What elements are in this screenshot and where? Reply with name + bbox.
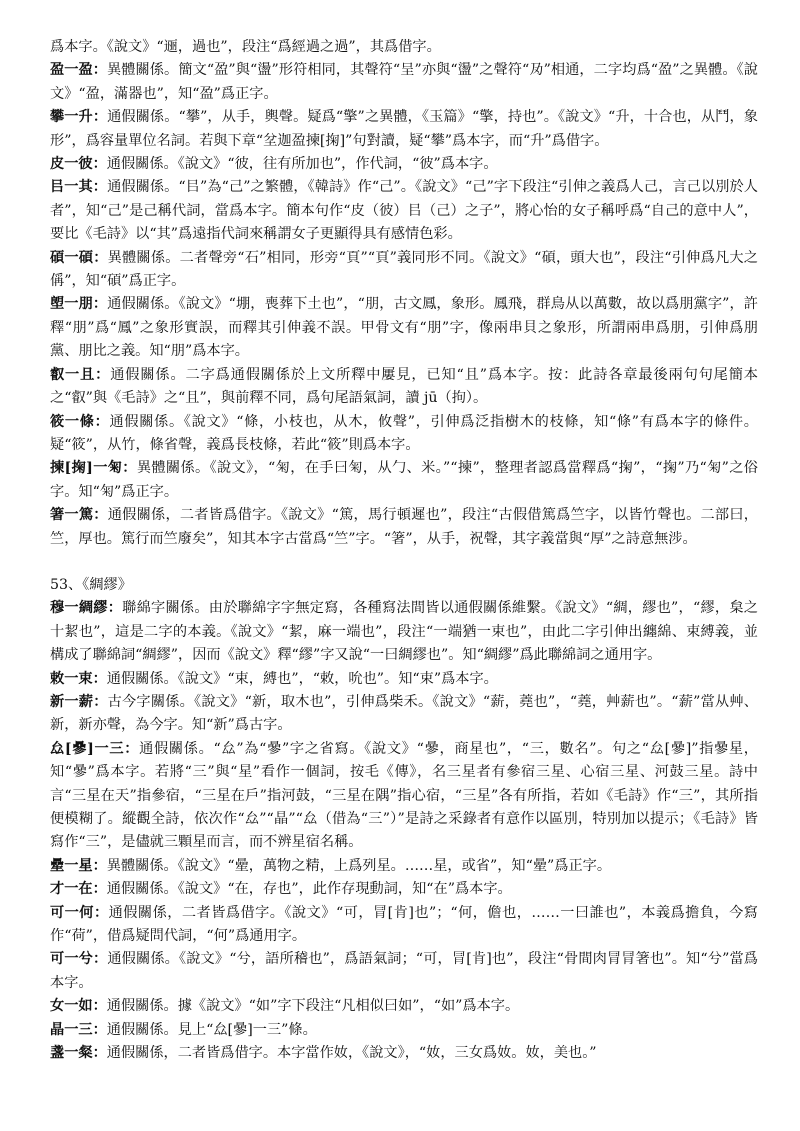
entry bbox=[50, 855, 758, 878]
entry-text: 聯綿字關係。由於聯綿字字無定寫，各種寫法間皆以通假關係維繫。《說文》“綢，繆也”，“繆，枲之十絜也”，這是二字的本義。《說文》“絜，麻一端也”，段注“一端猶一束也”，由此二字引伸出纏綿、束縛義，並構成了聯綿詞“綢繆”，因而《說文》釋“繆”字又說“一曰綢繆也”。知“綢繆”爲此聯綿詞之通用字。 bbox=[50, 600, 758, 664]
entry-headword: 㠯一其： bbox=[50, 179, 108, 196]
entry-text: 異體關係。簡文“盈”與“盪”形符相同，其聲符“呈”亦與“盪”之聲符“夃”相通，二字均爲“盈”之異體。《說文》“盈，滿器也”，知“盈”爲正字。 bbox=[50, 62, 758, 102]
entry bbox=[50, 668, 758, 691]
entry-headword: 攀一升： bbox=[50, 109, 108, 126]
entry-text: 通假關係。《說文》“束，縛也”，“敕，吮也”。知“束”爲本字。 bbox=[106, 670, 498, 687]
document-page bbox=[50, 36, 758, 1065]
entry bbox=[50, 59, 758, 106]
entry bbox=[50, 411, 758, 458]
entry-headword: 皮一彼： bbox=[50, 156, 107, 173]
entry bbox=[50, 691, 758, 738]
entry-list-b bbox=[50, 597, 758, 1065]
entry-headword: 新一薪： bbox=[50, 693, 108, 710]
entry-text: 通假關係。《說文》“彼，往有所加也”，作代詞，“彼”爲本字。 bbox=[106, 156, 498, 173]
entry bbox=[50, 738, 758, 855]
entry-list-a bbox=[50, 36, 758, 551]
entry bbox=[50, 36, 758, 59]
entry-headword: 穆一綢繆： bbox=[50, 600, 123, 617]
entry-headword: 箸一篤： bbox=[50, 507, 108, 524]
entry-headword: 盞一粲： bbox=[50, 1045, 107, 1062]
entry-headword: 可一何： bbox=[50, 904, 109, 921]
entry-headword: 晶一三： bbox=[50, 1021, 107, 1038]
entry-headword: 女一如： bbox=[50, 998, 107, 1015]
section-title: 53、《綢繆》 bbox=[50, 576, 132, 593]
entry-text: 爲本字。《說文》“逦，過也”，段注“爲經過之過”，其爲借字。 bbox=[50, 39, 441, 55]
entry-headword: 曐一星： bbox=[50, 857, 107, 874]
entry-text: 通假關係。二字爲通假關係於上文所釋中屢見，已知“且”爲本字。按：此詩各章最後兩句句尾簡本之“叡”與《毛詩》之“且”，與前釋不同，爲句尾語氣詞，讀 jū（拘）。 bbox=[50, 366, 758, 407]
entry-text: 通假關係。“厽”為“曑”字之省寫。《說文》“曑，商星也”，“三，數名”。句之“厽[曑]”指曑星，知“曑”爲本字。若將“三”與“星”看作一個詞，按毛《傳》，名三星者有參宿三星、心宿三星、河鼓三星。詩中言“三星在天”指參宿，“三星在戶”指河鼓，“三星在隅”指心宿，“三星”各有所指，若如《毛詩》作“三”，其所指便模糊了。縱觀全詩，依次作“厽”“晶”“厽（借為“三”）”是詩之采錄者有意作以區別，特別加以提示；《毛詩》皆寫作“三”，是儘就三顆星而言，而不辨星宿名稱。 bbox=[50, 740, 758, 851]
entry-headword: 塱一朋： bbox=[50, 296, 108, 313]
entry bbox=[50, 995, 758, 1018]
entry-text: 通假關係。據《說文》“如”字下段注“凡相似曰如”，“如”爲本字。 bbox=[106, 998, 520, 1015]
entry bbox=[50, 153, 758, 176]
entry-text: 通假關係。見上“厽[曑]一三”條。 bbox=[106, 1021, 317, 1038]
entry-text: 通假關係。《說文》“兮，語所稽也”，爲語氣詞；“可，冐[肯]也”，段注“骨間肉冐冐箸也”。知“兮”當爲本字。 bbox=[50, 951, 758, 991]
entry-headword: 叡一且： bbox=[50, 366, 111, 383]
entry bbox=[50, 948, 758, 995]
entry bbox=[50, 247, 758, 294]
entry bbox=[50, 902, 758, 949]
entry bbox=[50, 878, 758, 901]
entry-headword: 厽[曑]一三： bbox=[50, 740, 140, 757]
entry-headword: 才一在： bbox=[50, 881, 107, 898]
entry-text: 通假關係。《說文》“在，存也”，此作存現動詞，知“在”爲本字。 bbox=[106, 881, 512, 898]
entry bbox=[50, 293, 758, 363]
entry bbox=[50, 106, 758, 153]
entry-text: 通假關係。《說文》“條，小枝也，从木，攸聲”，引伸爲泛指樹木的枝條，知“條”有爲本字的條件。疑“筱”，从竹，條省聲，義爲長枝條，若此“筱”則爲本字。 bbox=[50, 413, 758, 453]
entry-text: 通假關係。《說文》“堋，喪葬下土也”，“朋，古文鳳，象形。鳳飛，群鳥从以萬數，故以爲朋黨字”，許釋“朋”爲“鳳”之象形實誤，而釋其引伸義不誤。甲骨文有“朋”字，像兩串貝之象形，所謂兩串爲朋，引伸爲朋黨、朋比之義。知“朋”爲本字。 bbox=[50, 296, 758, 360]
entry-text: 古今字關係。《說文》“新，取木也”，引伸爲柴禾。《說文》“薪，蕘也”，“蕘，艸薪也”。“薪”當从艸、新，新亦聲，為今字。知“新”爲古字。 bbox=[50, 693, 758, 734]
entry-headword: 敕一束： bbox=[50, 670, 107, 687]
entry-text: 通假關係，二者皆爲借字。《說文》“可，冐[肯]也”；“何，儋也，……一曰誰也”，本義爲擔負，今寫作“荷”，借爲疑問代詞，“何”爲通用字。 bbox=[50, 904, 758, 945]
entry-headword: 盈一盈： bbox=[50, 62, 108, 79]
entry-headword: 碩一碩： bbox=[50, 249, 108, 266]
entry-text: 異體關係。《說文》，“匊，在手曰匊，从勹、米。”“揀”，整理者認爲當釋爲“掬”，“掬”乃“匊”之俗字。知“匊”爲正字。 bbox=[50, 460, 758, 500]
entry-headword: 揀[掬]一匊： bbox=[50, 460, 137, 477]
entry bbox=[50, 176, 758, 246]
entry bbox=[50, 1042, 758, 1065]
entry bbox=[50, 457, 758, 504]
entry bbox=[50, 504, 758, 551]
entry-text: 通假關係，二者皆爲借字。本字當作奻，《說文》，“奻，三女爲奻。奻，美也。” bbox=[106, 1045, 597, 1062]
entry bbox=[50, 364, 758, 411]
entry-headword: 可一兮： bbox=[50, 951, 108, 968]
section-spacer bbox=[50, 551, 758, 574]
entry-text: 異體關係。二者聲旁“石”相同，形旁“頁”“頁”義同形不同。《說文》“碩，頭大也”，段注“引伸爲凡大之偁”，知“碩”爲正字。 bbox=[50, 249, 758, 290]
entry-headword: 筱一條： bbox=[50, 413, 110, 430]
entry-text: 異體關係。《說文》“曐，萬物之精，上爲列星。……星，或省”，知“曐”爲正字。 bbox=[106, 857, 612, 874]
entry-text: 通假關係，二者皆爲借字。《說文》“篤，馬行頓遲也”，段注“古假借篤爲竺字，以皆竹聲也。二部曰，竺，厚也。篤行而竺廢矣”，知其本字古當爲“竺”字。“箸”，从手，祝聲，其字義當與“厚”之詩意無涉。 bbox=[50, 507, 758, 547]
entry bbox=[50, 597, 758, 667]
entry-text: 通假關係。“㠯”為“己”之繁體，《韓詩》作“己”。《說文》“己”字下段注“引伸之義爲人己，言己以別於人者”，知“己”是己稱代詞，當爲本字。簡本句作“皮（彼）㠯（己）之子”，將心怡的女子稱呼爲“自己的意中人”，要比《毛詩》以“其”爲遠指代詞來稱謂女子更顯得具有感情色彩。 bbox=[50, 179, 758, 243]
entry bbox=[50, 1019, 758, 1042]
entry-text: 通假關係。“攀”，从手，輿聲。疑爲“擎”之異體，《玉篇》“擎，持也”。《說文》“升，十合也，从鬥，象形”，爲容量單位名詞。若與下章“坌迦盈揀[掬]”句對讀，疑“攀”爲本字，而“升”爲借字。 bbox=[50, 109, 758, 149]
